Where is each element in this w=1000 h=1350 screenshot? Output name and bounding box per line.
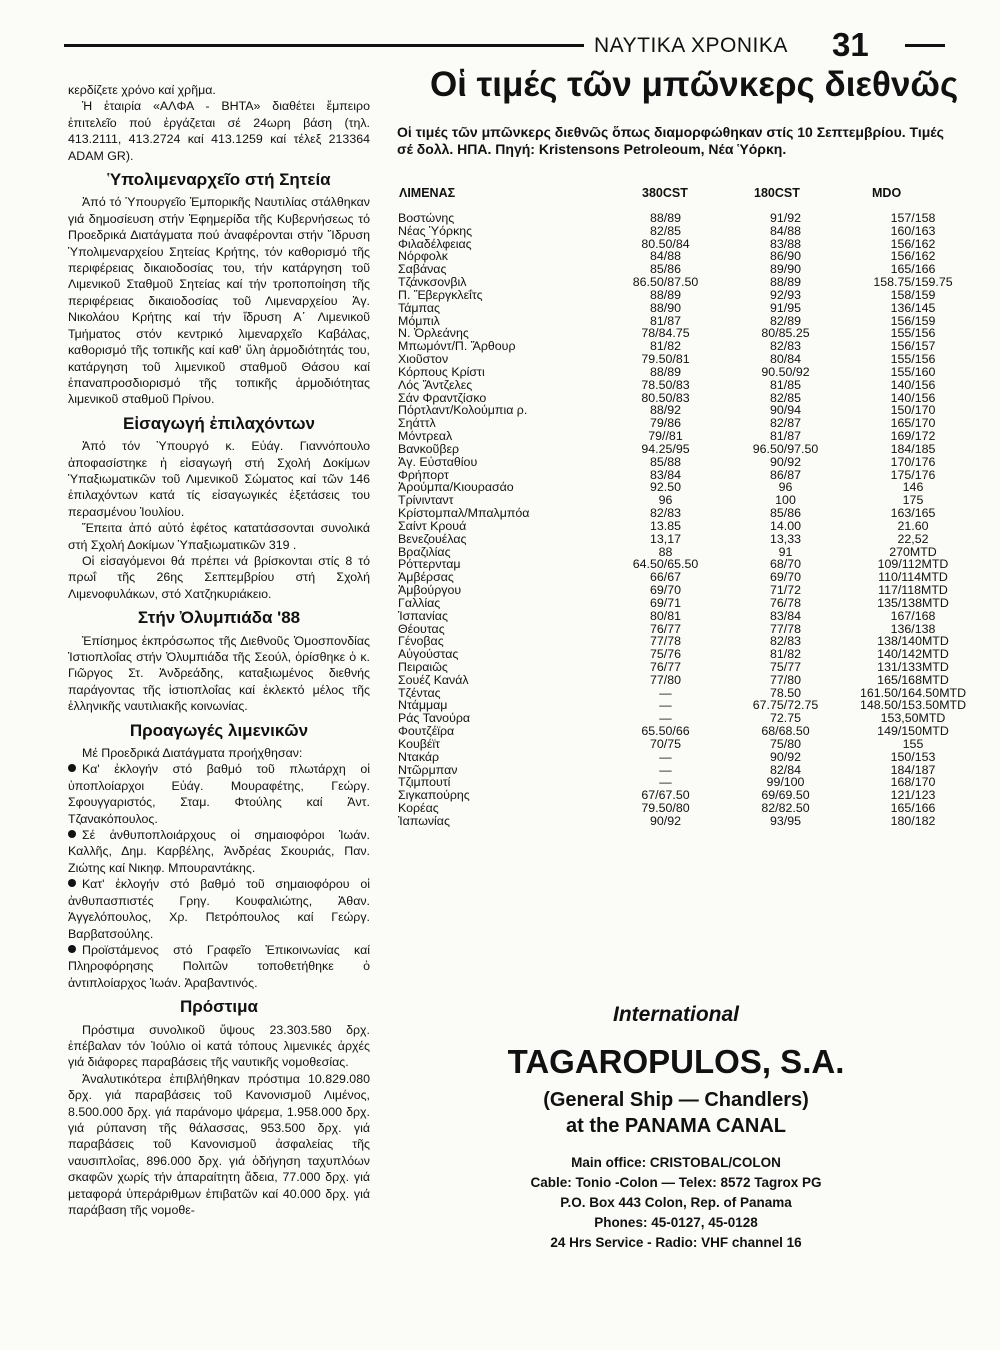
price-mdo-cell: 270MTD [889,544,937,559]
port-cell: Σηάττλ [398,416,436,431]
paragraph: Ἀπό τόν Ὑπουργό κ. Εὐάγ. Γιαννόπουλο ἀποφασίστηκε ἡ εἰσαγωγή στή Σχολή Δοκίμων Ὑπαξιωματικῶν τοῦ Λιμενικοῦ Σώματος καί τῶν 146 ἐπιλαχόντων κατά τίς εἰσαγωγικές ἐξετάσεις του περασμένου Ἰουλίου. [68,439,370,519]
header-rule-left [64,44,584,47]
section-heading: Ὑπολιμεναρχεῖο στή Σητεία [107,170,331,190]
paragraph: Οἱ εἰσαγόμενοι θά πρέπει νά βρίσκονται στίς 8 τό πρωΐ τῆς 26ης Σεπτεμβρίου στή Σχολή Λιμενοφυλάκων, στό Χατζηκυριάκειο. [68,553,370,601]
price-180cst-cell: 96.50/97.50 [752,441,819,456]
price-380cst-cell: 83/84 [649,467,681,482]
price-180cst-cell: 88/89 [769,275,801,290]
price-380cst-cell: 82/83 [649,506,681,521]
price-mdo-cell: 170/176 [890,454,936,469]
port-cell: Μπωμόντ/Π. Ἄρθουρ [398,339,516,354]
price-mdo-cell: 167/168 [890,608,936,623]
price-380cst-cell: 13,17 [649,531,681,546]
page-number: 31 [832,26,869,63]
price-380cst-cell: 82/85 [649,223,681,238]
ad-contact-line: Phones: 45-0127, 45-0128 [594,1215,758,1230]
magazine-name: ΝΑΥΤΙΚΑ ΧΡΟΝΙΚΑ [594,34,788,57]
port-cell: Σιγκαπούρης [398,788,470,803]
port-cell: Αὐγούστας [398,647,459,662]
ad-international: International [612,1003,739,1026]
port-cell: Ράς Τανούρα [398,711,471,726]
ad-contact-info [398,1153,954,1253]
price-mdo-cell: 121/123 [890,788,936,803]
price-180cst-cell: 82/85 [769,390,801,405]
price-180cst-cell: 90/92 [769,454,801,469]
column-header-380cst: 380CST [642,186,688,200]
price-mdo-cell: 158.75/159.75 [873,275,953,290]
price-380cst-cell: 88/90 [649,300,681,315]
price-mdo-cell: 175 [902,493,924,508]
port-cell: Βοστώνης [398,211,455,225]
price-180cst-cell: 75/77 [769,659,801,674]
price-mdo-cell: 156/157 [890,339,936,354]
table-row [398,366,958,379]
header-rule-right [905,44,945,47]
table-row [398,302,958,315]
page-title: Οἱ τιμές τῶν μπῶνκερς διεθνῶς [430,65,959,104]
price-180cst-cell: 78.50 [769,685,801,700]
price-380cst-cell: 80.50/83 [641,390,690,405]
section-heading: Στήν Ὀλυμπιάδα '88 [137,608,301,628]
price-380cst-cell: — [659,711,672,726]
column-header-port: ΛΙΜΕΝΑΣ [399,186,456,200]
price-380cst-cell: 88/89 [649,364,681,379]
port-cell: Βενεζουέλας [398,531,467,546]
section-heading: Προαγωγές λιμενικῶν [129,720,309,740]
bullet-item: Σέ ἀνθυποπλοιάρχους οἱ σημαιοφόροι Ἰωάν. Καλλῆς, Δημ. Καρβέλης, Ἀνδρέας Σκουριάς, Παν. Ζιώτης καί Νικηφ. Μπουραντάκης. [68,828,370,875]
price-180cst-cell: 100 [775,493,796,508]
table-row [398,661,958,674]
price-mdo-cell: 165/168MTD [877,672,949,687]
port-cell: Θέουτας [398,621,445,636]
price-mdo-cell: 136/138 [890,621,936,636]
table-row [398,456,958,469]
price-mdo-cell: 160/163 [890,223,936,238]
port-cell: Φρήπορτ [398,467,449,482]
table-row [398,738,958,751]
bullet-icon [68,879,76,887]
table-row [398,597,958,610]
table-row [398,289,958,302]
table-row [398,610,958,623]
bullet-item: Προϊστάμενος στό Γραφεῖο Ἐπικοινωνίας καί Πληροφόρησης Πολιτῶν τοποθετήθηκε ὁ ἀντιπλοίαρχος Ἰωάν. Ἀραβαντινός. [68,942,370,990]
price-180cst-cell: 82/83 [769,634,801,649]
price-380cst-cell: — [659,698,672,713]
port-cell: Βραζιλίας [398,544,451,559]
ad-contact-line: 24 Hrs Service - Radio: VHF channel 16 [550,1235,802,1250]
paragraph: Ἀπό τό Ὑπουργεῖο Ἐμπορικῆς Ναυτιλίας στάλθηκαν γιά δημοσίευση στήν Ἐφημερίδα τῆς Κυβερνήσεως τό Προεδρικά Διατάγματα πού ἀναφέρονται στήν Ἵδρυση Ὑπολιμεναρχείου Σητείας Κρήτης, τόν καθορισμό τῆς περιφέρειας δικαιοδοσίας του, τήν κατάργηση τοῦ Λιμενικοῦ Σταθμοῦ Σητείας καί τήν τροποποίηση τῆς περιφέρειας δικαιοδοσίας τοῦ Λιμεναρχείου Ἁγ. Νικολάου Κρήτης καί τήν ἵδρυση Α΄ Λιμενικοῦ Τμήματος στόν κεντρικό λιμεναρχεῖο Καβάλας, καθορισμό τῆς τοπικῆς καί καθ' ὕλη ἁρμοδιότητάς του, κατάργηση τοῦ λιμενικοῦ σταθμοῦ Θάσου καί ἐπαναπροσδιορισμό τῆς τοπικῆς ἁρμοδιότητας λιμενικοῦ σταθμοῦ Πρίνου. [68,195,370,407]
table-row [398,212,958,225]
price-380cst-cell: 77/80 [649,672,681,687]
price-180cst-cell: 81/87 [769,429,801,444]
table-row [398,815,958,828]
bullet-item: Κατ' ἐκλογήν στό βαθμό τοῦ σημαιοφόρου οἱ ἀνθυπασπιστές Γρηγ. Κουφαλιώτης, Ἀθαν. Ἀγγελόπουλος, Χρ. Πετρόπουλος καί Γεώργ. Βαρβατσούλης. [68,877,370,941]
price-380cst-cell: 79.50/80 [641,801,690,816]
price-mdo-cell: 157/158 [890,211,936,225]
ad-contact-line: Cable: Tonio -Colon — Telex: 8572 Tagrox PG [530,1175,822,1190]
table-row [398,751,958,764]
price-380cst-cell: 13.85 [649,518,681,533]
price-380cst-cell: 78/84.75 [641,326,690,341]
table-row [398,674,958,687]
port-cell: Λός Ἄντζελες [398,377,473,392]
port-cell: Χιοῦστον [398,352,449,367]
table-row [398,764,958,777]
price-380cst-cell: 77/78 [649,634,681,649]
price-180cst-cell: 67.75/72.75 [752,698,819,713]
column-header-180cst: 180CST [754,186,800,200]
port-cell: Σάν Φραντζίσκο [398,390,487,405]
port-cell: Νέας Ὑόρκης [398,223,473,238]
port-cell: Σουέζ Κανάλ [398,672,469,687]
port-cell: Τρίνινταντ [398,493,454,508]
price-380cst-cell: 80.50/84 [641,236,690,251]
price-180cst-cell: 90.50/92 [761,364,810,379]
price-180cst-cell: 72.75 [769,711,801,726]
table-row [398,698,967,713]
price-180cst-cell: 80/85.25 [761,326,810,341]
port-cell: Ἁγ. Εὐσταθίου [398,454,478,469]
price-180cst-cell: 86/87 [769,467,801,482]
port-cell: Πόρτλαντ/Κολούμπια ρ. [398,403,528,418]
price-180cst-cell: 82/87 [769,416,801,431]
port-cell: Ν. Ὀρλεάνης [398,326,469,341]
price-380cst-cell: 96 [658,493,673,508]
price-380cst-cell: 78.50/83 [641,377,690,392]
price-180cst-cell: 82/82.50 [761,801,810,816]
bullet-icon [68,764,76,772]
price-180cst-cell: 81/85 [769,377,801,392]
price-180cst-cell: 91/92 [769,211,801,225]
price-mdo-cell: 140/156 [890,390,936,405]
port-cell: Γαλλίας [398,595,441,610]
price-mdo-cell: 146 [902,480,924,495]
price-mdo-cell: 163/165 [890,506,936,521]
port-cell: Γένοβας [398,634,444,649]
paragraph: Πρόστιμα συνολικοῦ ὕψους 23.303.580 δρχ. ἐπέβαλαν τόν Ἰούλιο οἱ κατά τόπους λιμενικές ἀρχές γιά διάφορες παραβάσεις τῆς ναυτικῆς νομοθεσίας. [68,1022,370,1070]
price-380cst-cell: 64.50/65.50 [632,557,699,572]
table-row [398,443,958,456]
price-mdo-cell: 180/182 [890,813,936,828]
price-180cst-cell: 90/94 [769,403,801,418]
price-mdo-cell: 150/170 [890,403,936,418]
port-cell: Τάμπας [398,300,441,315]
port-cell: Ἀρούμπα/Κιουρασάο [398,480,514,495]
port-cell: Μόντρεαλ [398,429,453,444]
price-380cst-cell: 84/88 [649,249,681,264]
port-cell: Ἱσπανίας [398,608,448,623]
price-380cst-cell: 90/92 [649,813,681,828]
price-table [398,211,967,828]
price-380cst-cell: 88/89 [649,211,681,225]
price-380cst-cell: 76/77 [649,621,681,636]
price-380cst-cell: 69/71 [649,595,681,610]
table-row [398,430,958,443]
table-row [398,533,958,546]
price-mdo-cell: 155/156 [890,326,936,341]
price-180cst-cell: 86/90 [769,249,801,264]
price-380cst-cell: 79//81 [648,429,683,444]
ad-contact-line: P.O. Box 443 Colon, Rep. of Panama [560,1195,792,1210]
price-180cst-cell: 68/68.50 [761,724,810,739]
price-180cst-cell: 14.00 [769,518,801,533]
paragraph: Μέ Προεδρικά Διατάγματα προήχθησαν: [82,746,303,761]
port-cell: Σαίντ Κρουά [398,518,467,533]
price-mdo-cell: 155/160 [890,364,936,379]
price-180cst-cell: 71/72 [769,583,801,598]
price-mdo-cell: 136/145 [890,300,936,315]
price-380cst-cell: 76/77 [649,659,681,674]
price-180cst-cell: 96 [778,480,793,495]
table-row [398,481,958,494]
price-mdo-cell: 155 [902,736,924,751]
table-row [398,353,958,366]
table-row [398,225,958,238]
price-mdo-cell: 161.50/164.50MTD [859,685,967,700]
price-380cst-cell: — [659,762,672,777]
bullet-icon [68,830,76,838]
price-mdo-cell: 135/138MTD [877,595,949,610]
price-380cst-cell: 70/75 [649,736,681,751]
ad-tagline: at the PANAMA CANAL [566,1115,786,1137]
price-mdo-cell: 165/166 [890,801,936,816]
price-180cst-cell: 99/100 [766,775,805,790]
price-180cst-cell: 69/69.50 [761,788,810,803]
price-380cst-cell: 80/81 [649,608,681,623]
price-mdo-cell: 140/156 [890,377,936,392]
port-cell: Τζάνκσονβιλ [398,275,467,290]
price-380cst-cell: 65.50/66 [641,724,690,739]
section-heading: Πρόστιμα [180,997,258,1017]
table-row [398,584,958,597]
price-mdo-cell: 165/170 [890,416,936,431]
price-mdo-cell: 109/112MTD [877,557,949,572]
price-mdo-cell: 153,50MTD [880,711,946,726]
paragraph: Ἐπίσημος ἐκπρόσωπος τῆς Διεθνοῦς Ὁμοσπονδίας Ἱστιοπλοΐας στήν Ὀλυμπιάδα τῆς Σεούλ, ὁρίσθηκε ὁ κ. Γιῶργος Στ. Ἀνδρεάδης, καταξιωμένος διεθνής παράγοντας τῆς ἱστιοπλοΐας καί ἐκλεκτό μέλος τῆς ἑλληνικῆς ναυτιλιακῆς κοινωνίας. [68,633,370,714]
price-180cst-cell: 92/93 [769,287,801,302]
price-180cst-cell: 82/89 [769,313,801,328]
port-cell: Βανκοῦβερ [398,441,460,456]
price-180cst-cell: 76/78 [769,595,801,610]
price-180cst-cell: 82/84 [769,762,801,777]
port-cell: Κουβέϊτ [398,736,441,751]
port-cell: Π. Ἔβεργκλεΐτς [398,287,483,302]
port-cell: Κόρπους Κρίστι [398,364,485,379]
price-mdo-cell: 110/114MTD [878,570,948,585]
price-380cst-cell: 85/86 [649,262,681,277]
section-heading: Εἰσαγωγή ἐπιλαχόντων [123,413,315,433]
port-cell: Ἰαπωνίας [398,813,450,828]
price-380cst-cell: — [659,775,672,790]
price-180cst-cell: 82/83 [769,339,801,354]
price-mdo-cell: 168/170 [890,775,936,790]
price-380cst-cell: 75/76 [649,647,681,662]
price-380cst-cell: 94.25/95 [641,441,690,456]
port-cell: Φιλαδέλφειας [398,236,472,251]
port-cell: Ντακάρ [398,749,440,764]
price-380cst-cell: 86.50/87.50 [632,275,699,290]
port-cell: Σαβάνας [398,262,447,277]
price-mdo-cell: 158/159 [890,287,936,302]
price-180cst-cell: 77/80 [769,672,801,687]
price-180cst-cell: 93/95 [769,813,801,828]
port-cell: Κρίστομπαλ/Μπαλμπόα [398,506,530,521]
port-cell: Ἀμβούργου [398,583,462,598]
price-mdo-cell: 156/162 [890,249,936,264]
port-cell: Ντάμμαμ [398,698,448,713]
price-mdo-cell: 184/187 [890,762,936,777]
price-mdo-cell: 156/159 [890,313,936,328]
price-mdo-cell: 175/176 [890,467,936,482]
price-mdo-cell: 148.50/153.50MTD [859,698,967,713]
price-mdo-cell: 117/118MTD [878,583,948,598]
table-row [398,379,958,392]
price-380cst-cell: 85/88 [649,454,681,469]
port-cell: Τζέντας [398,685,441,700]
price-180cst-cell: 77/78 [769,621,801,636]
price-380cst-cell: 81/87 [649,313,681,328]
price-380cst-cell: 67/67.50 [641,788,690,803]
port-cell: Τζιμπουτί [398,775,451,790]
price-180cst-cell: 91/95 [769,300,801,315]
price-380cst-cell: 81/82 [649,339,681,354]
port-cell: Ρόττερνταμ [398,557,461,572]
price-mdo-cell: 138/140MTD [877,634,949,649]
price-380cst-cell: 66/67 [649,570,681,585]
price-380cst-cell: 92.50 [649,480,681,495]
table-subtitle: Οἱ τιμές τῶν μπῶνκερς διεθνῶς ὅπως διαμορφώθηκαν στίς 10 Σεπτεμβρίου. Τιμές σέ δολλ. ΗΠΑ. Πηγή: Kristensons Petroleoum, Νέα Ὑόρκη. [397,124,944,157]
table-row [398,507,958,520]
paragraph: Ἀναλυτικότερα ἐπιβλήθηκαν πρόστιμα 10.829.080 δρχ. γιά παραβάσεις τοῦ Κανονισμοῦ Λιμένος, 8.500.000 δρχ. γιά παράνομο ψάρεμα, 1.958.000 δρχ. γιά ρύπανση τῆς θάλασσας, 953.500 δρχ. γιά παραβάσεις τοῦ Κανονισμοῦ ἀσφαλείας τῆς ναυσιπλοΐας, 896.000 δρχ. γιά ὁδήγηση ταχυπλόων σκαφῶν χωρίς τήν ἀπαραίτητη ἄδεια, 77.000 δρχ. γιά μεταφορά ὑπεράριθμων ἐπιβατῶν καί 40.000 δρχ. γιά παράβαση τῆς νομοθε- [68,1071,370,1217]
port-cell: Μόμπιλ [398,313,440,328]
price-380cst-cell: — [659,749,672,764]
price-180cst-cell: 91 [778,544,793,559]
price-mdo-cell: 149/150MTD [877,724,949,739]
price-180cst-cell: 83/88 [769,236,801,251]
bullet-item: Κα' ἐκλογήν στό βαθμό τοῦ πλωτάρχη οἱ ὑποπλοίαρχοι Εὐάγ. Μουραφέτης, Γεώργ. Σφουγγαριστός, Σταμ. Φτούλης καί Ἀντ. Τζανακόπουλος. [68,762,370,826]
table-row [398,520,958,533]
column-header-mdo: MDO [872,186,902,200]
price-380cst-cell: 88/89 [649,287,681,302]
price-180cst-cell: 80/84 [769,352,801,367]
paragraph: κερδίζετε χρόνο καί χρῆμα. [68,83,216,97]
price-180cst-cell: 13,33 [769,531,801,546]
price-380cst-cell: 88/92 [649,403,681,418]
price-180cst-cell: 84/88 [769,223,801,238]
price-mdo-cell: 22,52 [897,531,929,546]
bullet-icon [68,945,76,953]
price-mdo-cell: 165/166 [890,262,936,277]
price-mdo-cell: 169/172 [890,429,936,444]
price-180cst-cell: 81/82 [769,647,801,662]
ad-contact-line: Main office: CRISTOBAL/COLON [571,1155,781,1170]
price-180cst-cell: 85/86 [769,506,801,521]
price-mdo-cell: 156/162 [890,236,936,251]
price-380cst-cell: — [659,685,672,700]
price-180cst-cell: 89/90 [769,262,801,277]
table-row [398,802,958,815]
port-cell: Ἀμβέρσας [398,570,454,585]
left-column [68,82,370,1218]
price-mdo-cell: 131/133MTD [877,659,949,674]
ad-tagline: (General Ship — Chandlers) [543,1089,809,1111]
price-380cst-cell: 79/86 [649,416,681,431]
price-180cst-cell: 68/70 [769,557,801,572]
port-cell: Κορέας [398,801,439,816]
port-cell: Φουτζέϊρα [398,724,455,739]
price-180cst-cell: 75/80 [769,736,801,751]
paragraph: Ἔπειτα ἀπό αὐτό ἐφέτος κατατάσσονται συνολικά στή Σχολή Δοκίμων Ὑπαξιωματικῶν 319 . [68,521,370,552]
price-380cst-cell: 88 [658,544,673,559]
advertisement [398,985,954,1250]
price-mdo-cell: 150/153 [890,749,936,764]
price-mdo-cell: 21.60 [897,518,929,533]
price-180cst-cell: 90/92 [769,749,801,764]
port-cell: Ντῶρμπαν [398,762,458,777]
price-180cst-cell: 69/70 [769,570,801,585]
port-cell: Πειραιῶς [398,659,448,674]
price-mdo-cell: 184/185 [890,441,936,456]
price-180cst-cell: 83/84 [769,608,801,623]
port-cell: Νόρφολκ [398,249,448,264]
price-mdo-cell: 140/142MTD [877,647,949,662]
price-380cst-cell: 79.50/81 [641,352,690,367]
ad-company-name: TAGAROPULOS, S.A. [507,1043,845,1080]
price-380cst-cell: 69/70 [649,583,681,598]
price-mdo-cell: 155/156 [890,352,936,367]
paragraph: Ἡ ἑταιρία «ΑΛΦΑ - ΒΗΤΑ» διαθέτει ἔμπειρο ἐπιτελεῖο πού ἐργάζεται σέ 24ωρη βάση (τηλ. 413.2111, 413.2724 καί 413.1259 καί τέλεξ 213364 ADAM GR). [68,99,370,163]
